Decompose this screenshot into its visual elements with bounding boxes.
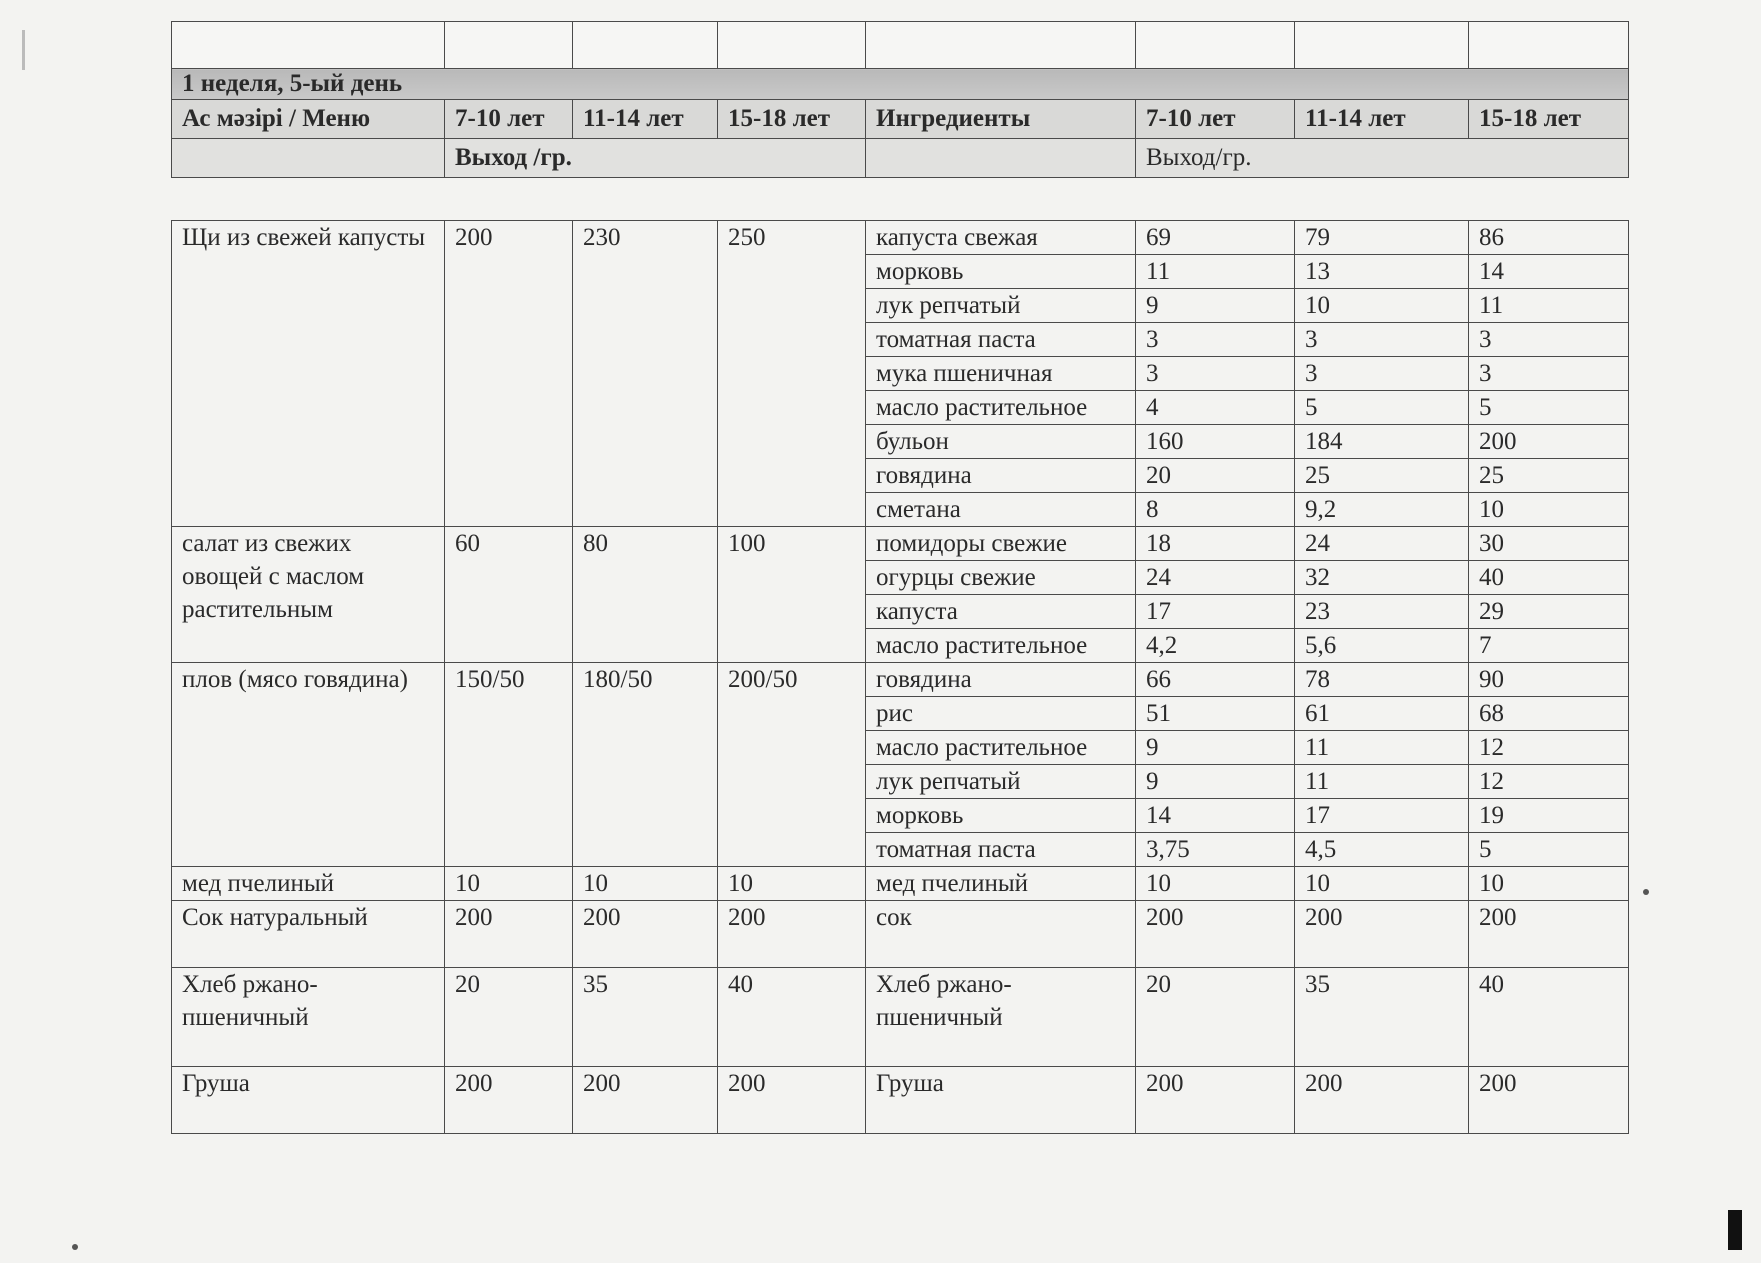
dish-portion: 250 (718, 221, 866, 527)
ingredient-amount: 11 (1295, 765, 1469, 799)
ingredient-name: капуста (866, 595, 1136, 629)
dish-portion: 10 (573, 867, 718, 901)
empty-cell (1469, 22, 1629, 69)
ingredient-name: помидоры свежие (866, 527, 1136, 561)
ingredient-amount: 10 (1469, 867, 1629, 901)
empty-cell (866, 22, 1136, 69)
ingredient-amount: 10 (1136, 867, 1295, 901)
scan-speck (72, 1244, 78, 1250)
empty-cell (172, 22, 445, 69)
ingredient-amount: 51 (1136, 697, 1295, 731)
ingredient-name: томатная паста (866, 323, 1136, 357)
ingredient-amount: 10 (1295, 289, 1469, 323)
dish-portion: 200 (573, 1067, 718, 1134)
ingredient-name: лук репчатый (866, 289, 1136, 323)
ingredient-amount: 7 (1469, 629, 1629, 663)
ingredient-name: рис (866, 697, 1136, 731)
ingredient-amount: 9,2 (1295, 493, 1469, 527)
ingredient-name: мука пшеничная (866, 357, 1136, 391)
dish-name: Груша (172, 1067, 445, 1134)
ingredient-amount: 68 (1469, 697, 1629, 731)
ingredient-amount: 3 (1469, 357, 1629, 391)
ingredient-name: лук репчатый (866, 765, 1136, 799)
week-day-row (172, 69, 1629, 100)
yield-left-header: Выход /гр. (445, 139, 866, 178)
ingredient-amount: 5 (1295, 391, 1469, 425)
ingredient-amount: 40 (1469, 968, 1629, 1067)
dish-portion: 200 (718, 901, 866, 968)
dish-name: салат из свежих овощей с маслом растительным (172, 527, 445, 663)
ingredient-amount: 200 (1469, 901, 1629, 968)
ingredient-name: морковь (866, 799, 1136, 833)
ingredient-amount: 200 (1469, 425, 1629, 459)
dish-portion: 150/50 (445, 663, 573, 867)
menu-header-table (171, 21, 1629, 178)
ingredient-amount: 5 (1469, 391, 1629, 425)
scan-edge-mark (22, 30, 25, 70)
ingredient-amount: 66 (1136, 663, 1295, 697)
ingredient-amount: 200 (1295, 901, 1469, 968)
empty-cell (445, 22, 573, 69)
ingredient-name: говядина (866, 663, 1136, 697)
menu-column-header: Ас мәзірі / Меню (172, 100, 445, 139)
ingredient-amount: 11 (1136, 255, 1295, 289)
dish-portion: 200 (445, 901, 573, 968)
ingredient-amount: 19 (1469, 799, 1629, 833)
ingredient-amount: 12 (1469, 765, 1629, 799)
ingredient-amount: 9 (1136, 289, 1295, 323)
ingredient-amount: 200 (1295, 1067, 1469, 1134)
ingredient-amount: 3 (1136, 357, 1295, 391)
table-row (172, 663, 1629, 697)
empty-cell (573, 22, 718, 69)
scan-edge-mark (1728, 1210, 1742, 1250)
ingredient-amount: 35 (1295, 968, 1469, 1067)
dish-name: мед пчелиный (172, 867, 445, 901)
table-row (172, 221, 1629, 255)
ingredient-amount: 17 (1295, 799, 1469, 833)
ingredient-name: томатная паста (866, 833, 1136, 867)
ingredient-amount: 11 (1469, 289, 1629, 323)
ingredient-amount: 5 (1469, 833, 1629, 867)
dish-portion: 80 (573, 527, 718, 663)
ingredient-amount: 86 (1469, 221, 1629, 255)
ingredient-amount: 14 (1136, 799, 1295, 833)
ingredient-amount: 29 (1469, 595, 1629, 629)
dish-portion: 200 (718, 1067, 866, 1134)
dish-name: плов (мясо говядина) (172, 663, 445, 867)
ingredient-amount: 10 (1469, 493, 1629, 527)
dish-portion: 10 (718, 867, 866, 901)
age-15-18-header: 15-18 лет (718, 100, 866, 139)
empty-cell (172, 139, 445, 178)
yield-header-row (172, 139, 1629, 178)
ingredient-amount: 40 (1469, 561, 1629, 595)
ingredient-name: мед пчелиный (866, 867, 1136, 901)
ingredient-amount: 24 (1295, 527, 1469, 561)
ingredient-name: масло растительное (866, 391, 1136, 425)
dish-portion: 35 (573, 968, 718, 1067)
ingredient-name: говядина (866, 459, 1136, 493)
dish-portion: 200 (445, 1067, 573, 1134)
table-row (172, 527, 1629, 561)
dish-portion: 100 (718, 527, 866, 663)
ingredient-age-11-14-header: 11-14 лет (1295, 100, 1469, 139)
ingredient-amount: 23 (1295, 595, 1469, 629)
ingredient-name: морковь (866, 255, 1136, 289)
dish-portion: 10 (445, 867, 573, 901)
ingredient-amount: 184 (1295, 425, 1469, 459)
ingredient-amount: 11 (1295, 731, 1469, 765)
ingredient-amount: 3 (1295, 323, 1469, 357)
dish-portion: 200 (573, 901, 718, 968)
age-11-14-header: 11-14 лет (573, 100, 718, 139)
dish-portion: 200/50 (718, 663, 866, 867)
table-row (172, 901, 1629, 968)
dish-portion: 200 (445, 221, 573, 527)
ingredient-amount: 13 (1295, 255, 1469, 289)
ingredient-name: Груша (866, 1067, 1136, 1134)
dish-name: Щи из свежей капусты (172, 221, 445, 527)
ingredient-amount: 90 (1469, 663, 1629, 697)
ingredients-column-header: Ингредиенты (866, 100, 1136, 139)
dish-portion: 230 (573, 221, 718, 527)
ingredient-amount: 61 (1295, 697, 1469, 731)
yield-right-header: Выход/гр. (1136, 139, 1629, 178)
ingredient-amount: 69 (1136, 221, 1295, 255)
ingredient-amount: 8 (1136, 493, 1295, 527)
ingredient-amount: 200 (1136, 901, 1295, 968)
ingredient-amount: 3 (1136, 323, 1295, 357)
dish-name: Сок натуральный (172, 901, 445, 968)
ingredient-amount: 25 (1469, 459, 1629, 493)
ingredient-name: сок (866, 901, 1136, 968)
age-7-10-header: 7-10 лет (445, 100, 573, 139)
dish-name: Хлеб ржано-пшеничный (172, 968, 445, 1067)
ingredient-name: Хлеб ржано-пшеничный (866, 968, 1136, 1067)
ingredient-amount: 18 (1136, 527, 1295, 561)
ingredient-name: масло растительное (866, 629, 1136, 663)
empty-cell (866, 139, 1136, 178)
ingredient-amount: 3 (1469, 323, 1629, 357)
menu-body-table (171, 220, 1629, 1134)
week-day-title: 1 неделя, 5-ый день (172, 69, 1629, 100)
ingredient-amount: 5,6 (1295, 629, 1469, 663)
ingredient-amount: 17 (1136, 595, 1295, 629)
ingredient-amount: 4 (1136, 391, 1295, 425)
ingredient-name: сметана (866, 493, 1136, 527)
ingredient-amount: 10 (1295, 867, 1469, 901)
ingredient-amount: 30 (1469, 527, 1629, 561)
ingredient-name: капуста свежая (866, 221, 1136, 255)
ingredient-amount: 79 (1295, 221, 1469, 255)
menu-rows (172, 221, 1629, 1134)
ingredient-name: огурцы свежие (866, 561, 1136, 595)
ingredient-amount: 200 (1469, 1067, 1629, 1134)
column-header-row (172, 100, 1629, 139)
ingredient-amount: 4,2 (1136, 629, 1295, 663)
ingredient-age-7-10-header: 7-10 лет (1136, 100, 1295, 139)
ingredient-amount: 3 (1295, 357, 1469, 391)
ingredient-amount: 32 (1295, 561, 1469, 595)
empty-cell (1295, 22, 1469, 69)
empty-cell (1136, 22, 1295, 69)
dish-portion: 60 (445, 527, 573, 663)
ingredient-amount: 4,5 (1295, 833, 1469, 867)
ingredient-amount: 14 (1469, 255, 1629, 289)
ingredient-amount: 25 (1295, 459, 1469, 493)
scan-speck (1643, 889, 1649, 895)
table-row (172, 867, 1629, 901)
ingredient-name: масло растительное (866, 731, 1136, 765)
ingredient-name: бульон (866, 425, 1136, 459)
dish-portion: 40 (718, 968, 866, 1067)
dish-portion: 20 (445, 968, 573, 1067)
ingredient-age-15-18-header: 15-18 лет (1469, 100, 1629, 139)
ingredient-amount: 160 (1136, 425, 1295, 459)
dish-portion: 180/50 (573, 663, 718, 867)
ingredient-amount: 20 (1136, 459, 1295, 493)
ingredient-amount: 9 (1136, 731, 1295, 765)
empty-top-row (172, 22, 1629, 69)
table-row (172, 1067, 1629, 1134)
ingredient-amount: 12 (1469, 731, 1629, 765)
ingredient-amount: 20 (1136, 968, 1295, 1067)
ingredient-amount: 3,75 (1136, 833, 1295, 867)
table-row (172, 968, 1629, 1067)
ingredient-amount: 78 (1295, 663, 1469, 697)
empty-cell (718, 22, 866, 69)
ingredient-amount: 200 (1136, 1067, 1295, 1134)
ingredient-amount: 9 (1136, 765, 1295, 799)
ingredient-amount: 24 (1136, 561, 1295, 595)
